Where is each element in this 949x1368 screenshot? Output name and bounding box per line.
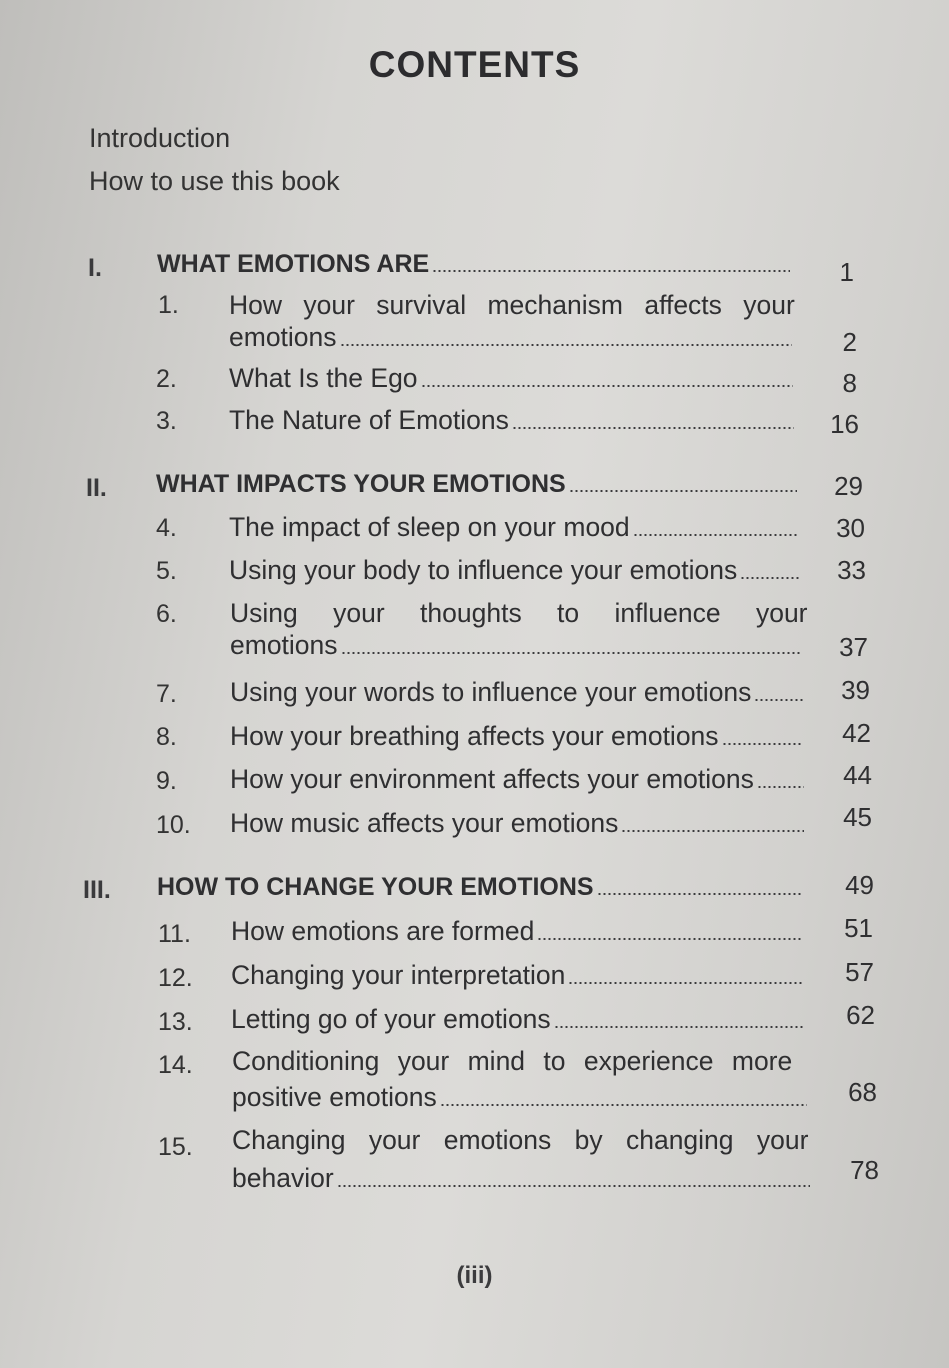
chapter-number: 4. bbox=[156, 514, 177, 542]
chapter-page: 39 bbox=[841, 675, 870, 705]
dot-leader bbox=[722, 743, 802, 745]
chapter-title-row bbox=[229, 363, 793, 394]
chapter-page: 68 bbox=[848, 1077, 877, 1107]
chapter-page: 44 bbox=[843, 760, 872, 790]
prelim-how-to-use: How to use this book bbox=[89, 166, 340, 196]
page-number-footer: (iii) bbox=[456, 1262, 493, 1289]
chapter-title-row bbox=[230, 677, 805, 708]
section-title-row bbox=[156, 470, 797, 499]
chapter-title-row bbox=[231, 1004, 805, 1035]
prelim-introduction: Introduction bbox=[89, 123, 231, 153]
chapter-title: Changing your interpretation bbox=[231, 960, 566, 990]
chapter-number: 12. bbox=[158, 964, 193, 992]
chapter-title-row bbox=[230, 721, 802, 752]
chapter-title-line1 bbox=[232, 1046, 814, 1077]
dot-leader bbox=[340, 344, 792, 346]
chapter-number: 13. bbox=[158, 1008, 193, 1036]
chapter-number: 14. bbox=[158, 1051, 193, 1079]
chapter-title: The impact of sleep on your mood bbox=[229, 512, 630, 542]
chapter-title: How your environment affects your emotions bbox=[230, 764, 754, 794]
chapter-page: 62 bbox=[846, 1000, 875, 1030]
chapter-title-line1 bbox=[232, 1125, 817, 1156]
chapter-number: 1. bbox=[158, 291, 179, 319]
chapter-title-row bbox=[229, 405, 794, 436]
chapter-number: 15. bbox=[158, 1133, 193, 1161]
chapter-page: 16 bbox=[830, 409, 859, 439]
chapter-title-continuation: behavior bbox=[232, 1163, 334, 1193]
chapter-page: 42 bbox=[842, 718, 871, 748]
chapter-page: 45 bbox=[843, 802, 872, 832]
section-numeral: III. bbox=[83, 876, 111, 904]
dot-leader bbox=[621, 830, 804, 832]
chapter-title-words: Using your thoughts to influence your bbox=[230, 598, 808, 628]
section-title: HOW TO CHANGE YOUR EMOTIONS bbox=[157, 873, 594, 901]
section-title: WHAT IMPACTS YOUR EMOTIONS bbox=[156, 470, 566, 498]
chapter-title: How emotions are formed bbox=[231, 916, 535, 946]
chapter-title-line2 bbox=[232, 1163, 810, 1194]
chapter-number: 7. bbox=[156, 680, 177, 708]
section-title: WHAT EMOTIONS ARE bbox=[157, 250, 430, 278]
section-page: 1 bbox=[839, 257, 854, 287]
section-numeral: II. bbox=[86, 474, 107, 502]
chapter-number: 2. bbox=[156, 365, 177, 393]
chapter-title-words: Conditioning your mind to experience more bbox=[232, 1046, 793, 1076]
chapter-title-continuation: emotions bbox=[230, 630, 338, 660]
dot-leader bbox=[341, 652, 800, 654]
chapter-title-row bbox=[231, 960, 804, 991]
section-title-row bbox=[157, 250, 790, 279]
chapter-number: 10. bbox=[156, 811, 191, 839]
chapter-title-row bbox=[229, 512, 798, 543]
chapter-title: Letting go of your emotions bbox=[231, 1004, 551, 1034]
chapter-title-line2 bbox=[232, 1082, 807, 1113]
chapter-number: 6. bbox=[156, 600, 177, 628]
chapter-number: 9. bbox=[156, 767, 177, 795]
chapter-number: 3. bbox=[156, 407, 177, 435]
chapter-title-line1 bbox=[229, 290, 797, 321]
chapter-number: 8. bbox=[156, 723, 177, 751]
chapter-page: 8 bbox=[842, 368, 857, 398]
chapter-page: 33 bbox=[837, 555, 866, 585]
chapter-title-line2 bbox=[229, 322, 792, 353]
dot-leader bbox=[537, 938, 803, 940]
chapter-title: How your breathing affects your emotions bbox=[230, 721, 719, 751]
section-numeral: I. bbox=[88, 254, 102, 282]
chapter-number: 5. bbox=[156, 557, 177, 585]
chapter-title-continuation: positive emotions bbox=[232, 1082, 437, 1112]
chapter-page: 57 bbox=[845, 957, 874, 987]
dot-leader bbox=[337, 1185, 810, 1187]
chapter-title-words: How your survival mechanism affects your bbox=[229, 290, 795, 320]
chapter-number: 11. bbox=[158, 920, 191, 948]
dot-leader bbox=[512, 427, 794, 429]
chapter-title-row bbox=[229, 555, 799, 586]
chapter-title: The Nature of Emotions bbox=[229, 405, 509, 435]
dot-leader bbox=[597, 893, 803, 895]
chapter-title-line1 bbox=[230, 598, 808, 629]
dot-leader bbox=[754, 699, 805, 701]
chapter-title: What Is the Ego bbox=[229, 363, 418, 393]
dot-leader bbox=[568, 982, 804, 984]
chapter-title-row bbox=[231, 916, 803, 947]
chapter-title: How music affects your emotions bbox=[230, 808, 619, 838]
dot-leader bbox=[569, 490, 797, 492]
chapter-title-words: Changing your emotions by changing your bbox=[232, 1125, 809, 1155]
chapter-page: 78 bbox=[850, 1155, 879, 1185]
chapter-title-continuation: emotions bbox=[229, 322, 337, 352]
chapter-title-row bbox=[230, 808, 804, 839]
chapter-page: 2 bbox=[842, 327, 857, 357]
dot-leader bbox=[421, 385, 793, 387]
dot-leader bbox=[757, 786, 804, 788]
chapter-title: Using your words to influence your emotions bbox=[230, 677, 752, 707]
chapter-title-line2 bbox=[230, 630, 800, 661]
dot-leader bbox=[440, 1104, 807, 1106]
chapter-page: 30 bbox=[836, 513, 865, 543]
chapter-page: 51 bbox=[844, 913, 873, 943]
dot-leader bbox=[740, 577, 799, 579]
section-page: 29 bbox=[834, 471, 863, 501]
dot-leader bbox=[633, 534, 798, 536]
section-title-row bbox=[157, 873, 803, 902]
chapter-page: 37 bbox=[839, 632, 868, 662]
dot-leader bbox=[432, 270, 790, 272]
section-page: 49 bbox=[845, 870, 874, 900]
page-title: CONTENTS bbox=[368, 44, 581, 85]
dot-leader bbox=[554, 1026, 805, 1028]
chapter-title: Using your body to influence your emotions bbox=[229, 555, 738, 585]
chapter-title-row bbox=[230, 764, 804, 795]
